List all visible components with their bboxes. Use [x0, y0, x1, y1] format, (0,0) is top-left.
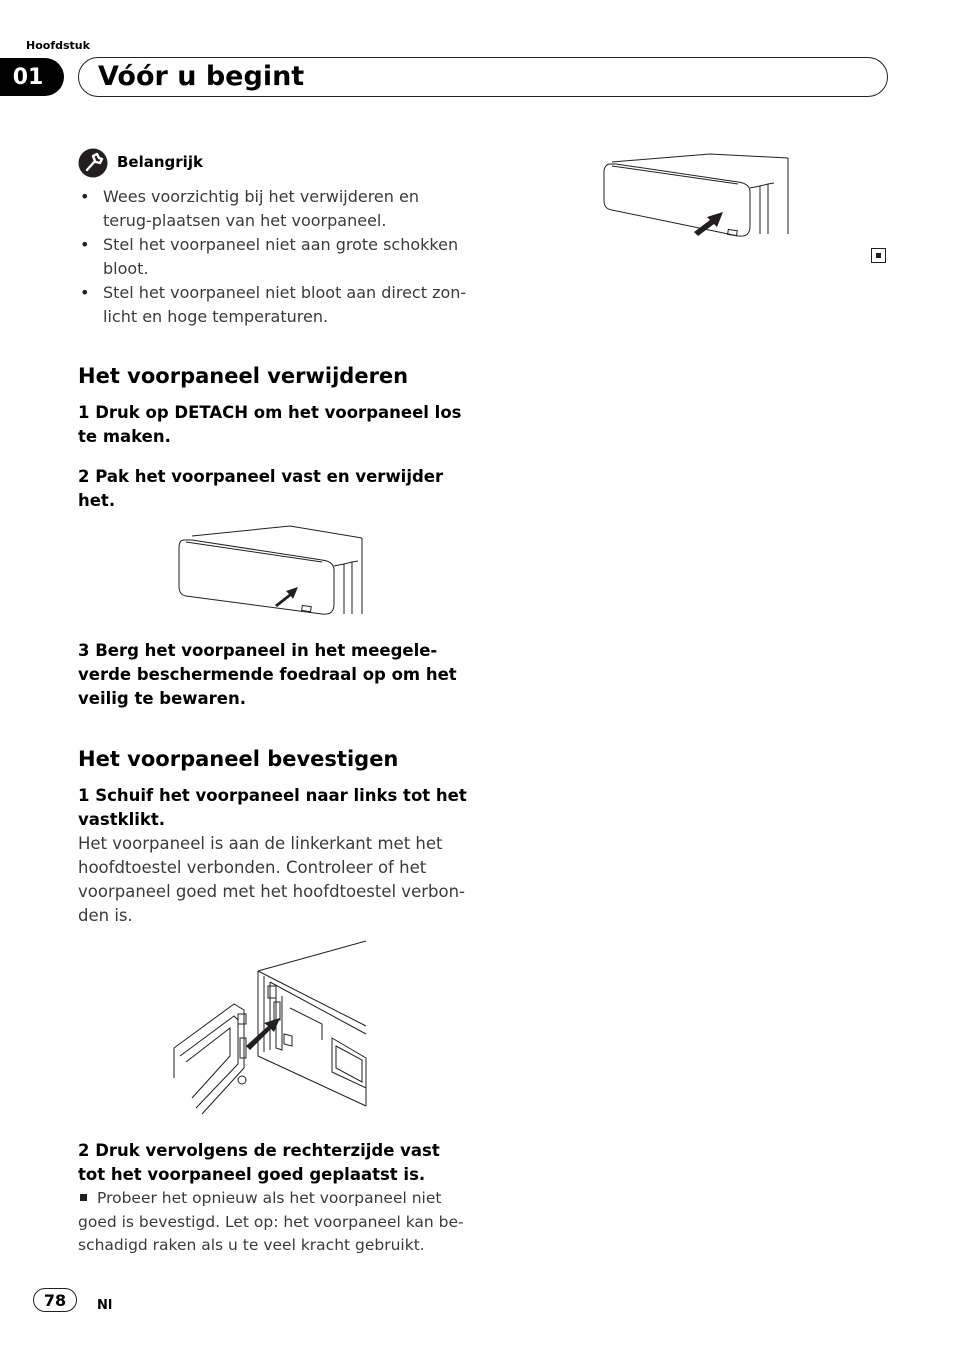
list-item: • Stel het voorpaneel niet aan grote schokken bloot.	[78, 233, 468, 281]
attach-step-1-body: Het voorpaneel is aan de linkerkant met het hoofdtoestel verbonden. Controleer of het voorpaneel goed met het hoofdtoestel verbon-den is.	[78, 834, 465, 925]
section-heading-remove: Het voorpaneel verwijderen	[78, 364, 409, 388]
note-text: Probeer het opnieuw als het voorpaneel niet goed is bevestigd. Let op: het voorpaneel kan be-schadigd raken als u te veel kracht gebruikt.	[78, 1189, 464, 1254]
chapter-label: Hoofdstuk	[26, 39, 90, 52]
attach-step-2-note	[78, 1187, 470, 1258]
remove-step-1: 1 Druk op DETACH om het voorpaneel los te maken.	[78, 403, 462, 446]
end-of-section-icon	[871, 248, 886, 263]
important-list	[78, 185, 468, 329]
list-item: • Wees voorzichtig bij het verwijderen en terug-plaatsen van het voorpaneel.	[78, 185, 468, 233]
attach-step-1: 1 Schuif het voorpaneel naar links tot het vastklikt.	[78, 786, 467, 829]
chapter-number: 01	[0, 58, 64, 96]
important-label: Belangrijk	[117, 153, 203, 171]
remove-step-2: 2 Pak het voorpaneel vast en verwijder het.	[78, 467, 444, 510]
list-item: • Stel het voorpaneel niet bloot aan direct zon-licht en hoge temperaturen.	[78, 281, 468, 329]
attach-step-2: 2 Druk vervolgens de rechterzijde vast tot het voorpaneel goed geplaatst is.	[78, 1141, 440, 1184]
important-wrench-icon	[78, 148, 108, 178]
chapter-title: Vóór u begint	[98, 61, 305, 92]
section-heading-attach: Het voorpaneel bevestigen	[78, 747, 399, 771]
language-code: Nl	[97, 1298, 113, 1313]
illustration-panel-attach-left	[172, 938, 370, 1118]
page-number: 78	[33, 1288, 77, 1312]
illustration-panel-attach-right	[598, 152, 793, 242]
illustration-panel-remove	[172, 524, 367, 616]
remove-step-3: 3 Berg het voorpaneel in het meegele-verde beschermende foedraal op om het veilig te bewaren.	[78, 641, 457, 708]
note-square-icon	[80, 1194, 87, 1201]
